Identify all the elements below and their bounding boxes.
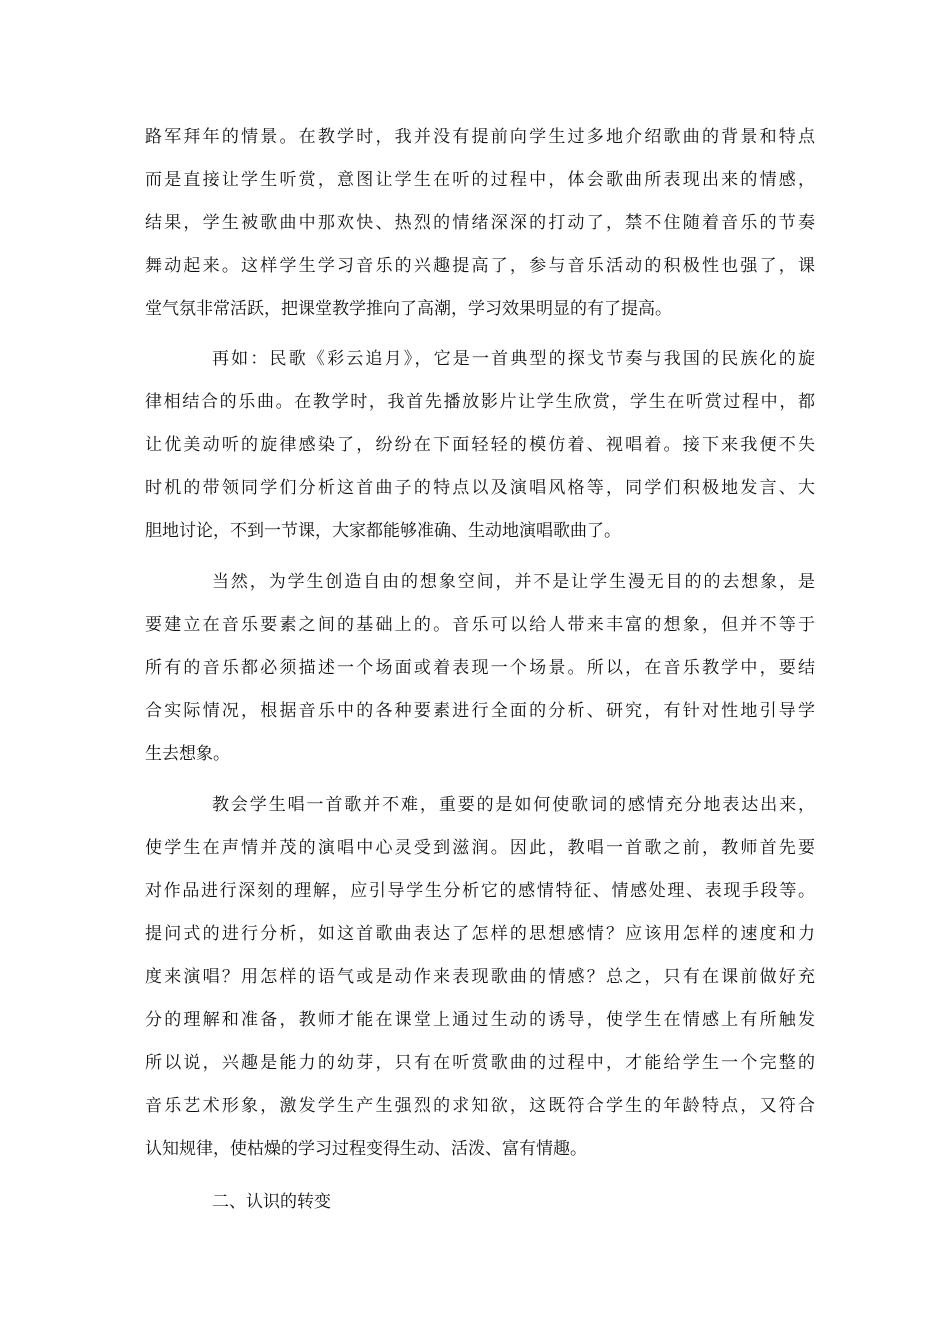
paragraph-4-line-6: 分的理解和准备，教师才能在课堂上通过生动的诱导，使学生在情感上有所触发 [145, 1010, 815, 1030]
paragraph-4-line-5: 度来演唱？用怎样的语气或是动作来表现歌曲的情感？总之，只有在课前做好充 [145, 967, 815, 987]
paragraph-4-line-9: 认知规律，使枯燥的学习过程变得生动、活泼、富有情趣。 [145, 1139, 587, 1159]
paragraph-4-line-1: 教会学生唱一首歌并不难，重要的是如何使歌词的感情充分地表达出来， [212, 795, 815, 815]
paragraph-3-line-3: 所有的音乐都必须描述一个场面或着表现一个场景。所以，在音乐教学中，要结 [145, 658, 815, 678]
paragraph-2-line-5: 胆地讨论，不到一节课，大家都能够准确、生动地演唱歌曲了。 [145, 521, 621, 541]
paragraph-1-line-5: 堂气氛非常活跃，把课堂教学推向了高潮，学习效果明显的有了提高。 [145, 299, 672, 319]
paragraph-3-line-1: 当然，为学生创造自由的想象空间，并不是让学生漫无目的的去想象，是 [212, 572, 815, 592]
paragraph-3-line-2: 要建立在音乐要素之间的基础上的。音乐可以给人带来丰富的想象，但并不等于 [145, 615, 815, 635]
paragraph-4-line-3: 对作品进行深刻的理解，应引导学生分析它的感情特征、情感处理、表现手段等。 [145, 881, 815, 901]
paragraph-1-line-1: 路军拜年的情景。在教学时，我并没有提前向学生过多地介绍歌曲的背景和特点 [145, 127, 815, 147]
section-heading: 二、认识的转变 [212, 1192, 331, 1212]
paragraph-2-line-1: 再如：民歌《彩云追月》，它是一首典型的探戈节奏与我国的民族化的旋 [212, 349, 815, 369]
paragraph-3-line-5: 生去想象。 [145, 744, 230, 764]
paragraph-2-line-4: 时机的带领同学们分析这首曲子的特点以及演唱风格等，同学们积极地发言、大 [145, 478, 815, 498]
paragraph-2-line-2: 律相结合的乐曲。在教学时，我首先播放影片让学生欣赏，学生在听赏过程中，都 [145, 392, 815, 412]
paragraph-4-line-4: 提问式的进行分析，如这首歌曲表达了怎样的思想感情？应该用怎样的速度和力 [145, 924, 815, 944]
paragraph-4-line-8: 音乐艺术形象，激发学生产生强烈的求知欲，这既符合学生的年龄特点，又符合 [145, 1096, 815, 1116]
paragraph-3-line-4: 合实际情况，根据音乐中的各种要素进行全面的分析、研究，有针对性地引导学 [145, 701, 815, 721]
paragraph-2-line-3: 让优美动听的旋律感染了，纷纷在下面轻轻的模仿着、视唱着。接下来我便不失 [145, 435, 815, 455]
paragraph-4-line-2: 使学生在声情并茂的演唱中心灵受到滋润。因此，教唱一首歌之前，教师首先要 [145, 838, 815, 858]
paragraph-1-line-4: 舞动起来。这样学生学习音乐的兴趣提高了，参与音乐活动的积极性也强了，课 [145, 256, 815, 276]
paragraph-1-line-2: 而是直接让学生听赏，意图让学生在听的过程中，体会歌曲所表现出来的情感， [145, 170, 815, 190]
paragraph-4-line-7: 所以说，兴趣是能力的幼芽，只有在听赏歌曲的过程中，才能给学生一个完整的 [145, 1053, 815, 1073]
paragraph-1-line-3: 结果，学生被歌曲中那欢快、热烈的情绪深深的打动了，禁不住随着音乐的节奏 [145, 213, 815, 233]
